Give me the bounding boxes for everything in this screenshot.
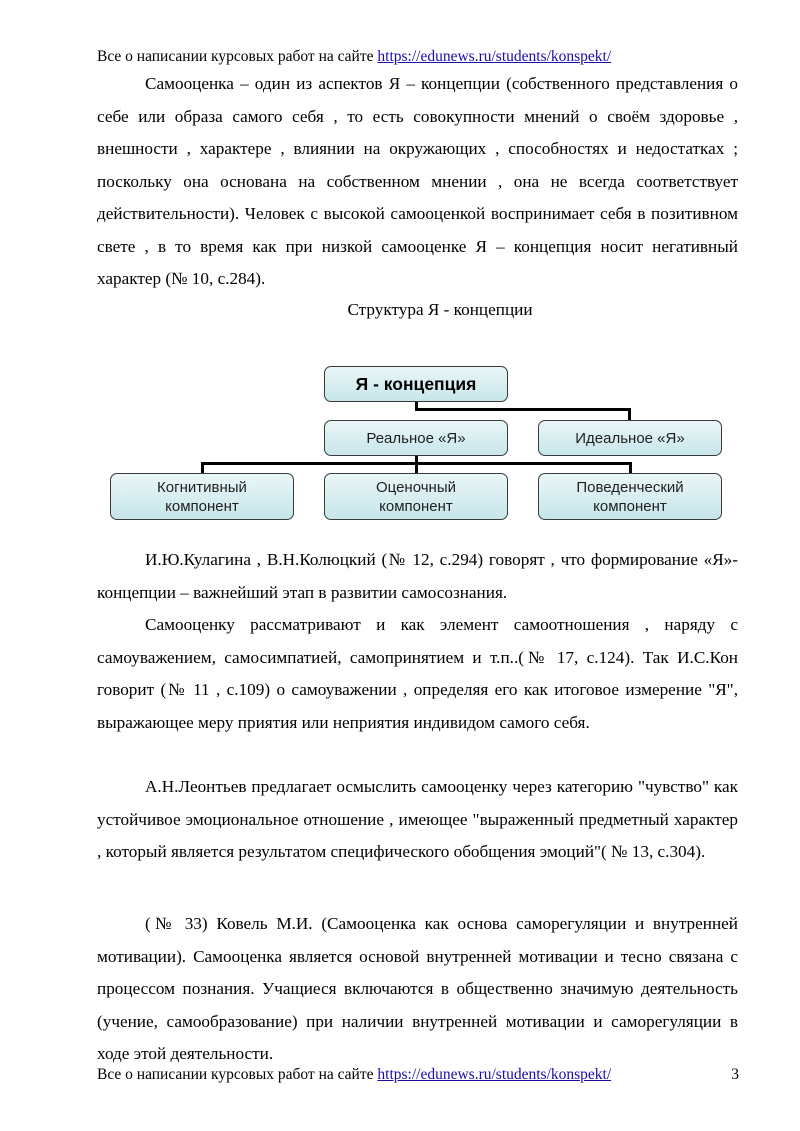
paragraph-2: И.Ю.Кулагина , В.Н.Колюцкий (№ 12, с.294) говорят , что формирование «Я»-концепции – важнейший этап в развитии самосознания. <box>97 550 738 602</box>
page-header <box>97 47 611 67</box>
connector-bottom-bar <box>201 462 632 465</box>
page-number: 3 <box>731 1066 739 1083</box>
box-real-self: Реальное «Я» <box>324 420 508 456</box>
box-behavioral-component: Поведенческий компонент <box>538 473 722 520</box>
paragraph-5: (№ 33) Ковель М.И. (Самооценка как основа саморегуляции и внутренней мотивации). Самооценка является основой внутренней мотивации и тесно связана с процессом познания. Учащиеся включаются в общественно значимую деятельность (учение, самообразование) при наличии внутренней мотивации и саморегуляции в ходе этой деятельности. <box>97 914 738 1063</box>
paragraph-1-block <box>97 68 738 296</box>
box-evaluative-component: Оценочный компонент <box>324 473 508 520</box>
paragraph-4: А.Н.Леонтьев предлагает осмыслить самооценку через категорию "чувство" как устойчивое эмоциональное отношение , имеющее "выраженный предметный характер , который является результатом специфического обобщения эмоций"( № 13, с.304). <box>97 777 738 861</box>
paragraph-5-block <box>97 908 738 1071</box>
paragraph-3: Самооценку рассматривают и как элемент самоотношения , наряду с самоуважением, самосимпатией, самопринятием и т.п..(№ 17, с.124). Так И.С.Кон говорит (№ 11 , с.109) о самоуважении , определяя его как итоговое измерение "Я", выражающее меру приятия или неприятия индивидом самого себя. <box>97 615 738 732</box>
paragraph-4-block <box>97 771 738 869</box>
paragraph-3-block <box>97 609 738 739</box>
connector-behavioral-down <box>629 462 632 474</box>
page-footer <box>97 1065 739 1085</box>
footer-text: Все о написании курсовых работ на сайте <box>97 1066 378 1083</box>
box-ideal-self: Идеальное «Я» <box>538 420 722 456</box>
connector-ideal-down <box>628 408 631 422</box>
connector-top-bar <box>415 408 631 411</box>
connector-cognitive-down <box>201 462 204 474</box>
diagram-caption: Структура Я - концепции <box>347 300 533 319</box>
paragraph-1: Самооценка – один из аспектов Я – концепции (собственного представления о себе или образа самого себя , то есть совокупности мнений о своём здоровье , внешности , характере , влиянии на окружающих , способностях и недостатках ; поскольку она основана на собственном мнении , она не всегда соответствует действительности). Человек с высокой самооценкой воспринимает себя в позитивном свете , в то время как при низкой самооценке Я – концепция носит негативный характер (№ 10, с.284). <box>97 74 738 288</box>
connector-root-down <box>415 400 418 410</box>
box-cognitive-component: Когнитивный компонент <box>110 473 294 520</box>
header-link[interactable]: https://edunews.ru/students/konspekt/ <box>377 48 612 65</box>
footer-link[interactable]: https://edunews.ru/students/konspekt/ <box>377 1066 612 1083</box>
paragraph-2-block <box>97 544 738 609</box>
connector-real-down <box>415 454 418 464</box>
box-self-concept: Я - концепция <box>324 366 508 402</box>
header-text: Все о написании курсовых работ на сайте <box>97 48 378 65</box>
connector-evaluative-down <box>415 462 418 474</box>
